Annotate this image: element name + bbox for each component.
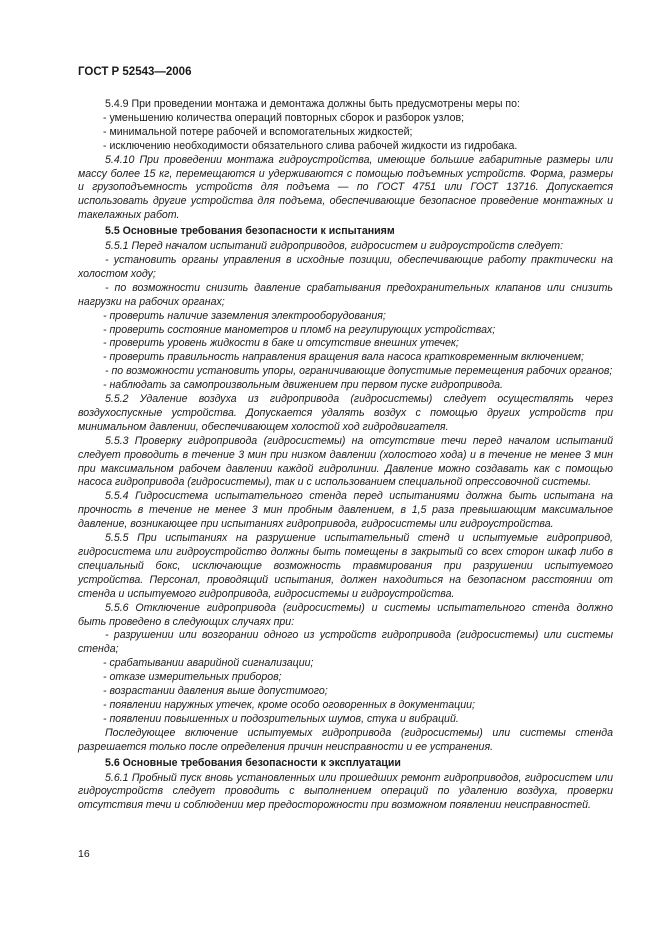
document-body (78, 98, 613, 813)
paragraph: - появлении наружных утечек, кроме особо оговоренных в документации; (103, 698, 475, 711)
paragraph: 5.5.5 При испытаниях на разрушение испытательный стенд и испытуемые гидропривод, гидросистема или гидроустройство должны быть помещены в закрытый со всех сторон шкаф либо в специальный бокс, исключающие возможность травмирования при разрушении испытуемого устройства. Персонал, проводящий испытания, должен находиться на безопасном расстоянии от стенда и испытуемого гидропривода, гидросистемы и гидроустройства. (78, 532, 613, 600)
paragraph: - появлении повышенных и подозрительных шумов, стука и вибраций. (103, 712, 459, 725)
paragraph: - возрастании давления выше допустимого; (103, 685, 328, 698)
paragraph: - минимальной потере рабочей и вспомогательных жидкостей; (103, 125, 413, 138)
paragraph: 5.4.9 При проведении монтажа и демонтажа должны быть предусмотрены меры по: (105, 98, 520, 110)
paragraph: - отказе измерительных приборов; (103, 671, 282, 684)
paragraph: 5.4.10 При проведении монтажа гидроустройства, имеющие большие габаритные размеры или массу более 15 кг, перемещаются и удерживаются с помощью подъемных устройств. Форма, размеры и грузоподъемность устройств для подъема — по ГОСТ 4751 или ГОСТ 13716. Допускается использовать другие устройства для подъема, обеспечивающие безопасное проведение монтажных и такелажных работ. (78, 153, 613, 222)
paragraph: - по возможности установить упоры, ограничивающие допустимые перемещения рабочих органов; (105, 365, 613, 378)
paragraph: - уменьшению количества операций повторных сборок и разборок узлов; (103, 111, 465, 124)
section-heading: 5.5 Основные требования безопасности к испытаниям (105, 225, 395, 238)
section-heading: 5.6 Основные требования безопасности к эксплуатации (105, 756, 401, 769)
paragraph: - проверить правильность направления вращения вала насоса кратковременным включением; (103, 351, 584, 364)
paragraph: 5.5.4 Гидросистема испытательного стенда перед испытаниями должна быть испытана на прочность в течение не менее 3 мин пробным давлением, в 1,5 раза превышающим максимальное давление, возникающее при испытаниях гидропривода, гидросистемы или гидроустройства. (78, 490, 613, 531)
paragraph: 5.5.2 Удаление воздуха из гидропривода (гидросистемы) следует осуществлять через воздухоспускные устройства. Допускается удалять воздух с помощью других устройств при минимальном давлении, обеспечивающем холостой ход гидродвигателя. (78, 393, 613, 433)
document-header: ГОСТ Р 52543—2006 (78, 66, 192, 78)
paragraph: - проверить уровень жидкости в баке и отсутствие внешних утечек; (103, 337, 459, 350)
paragraph: Последующее включение испытуемых гидропривода (гидросистемы) или системы стенда разрешается только после определения причин неисправности и ее устранения. (78, 726, 613, 753)
paragraph: - проверить наличие заземления электрооборудования; (103, 309, 386, 322)
paragraph: 5.6.1 Пробный пуск вновь установленных или прошедших ремонт гидроприводов, гидросистем или гидроустройств следует проводить с выполнением операций по удалению воздуха, проверки отсутствия течи и соблюдении мер предосторожности при возможном появлении неисправностей. (78, 771, 613, 812)
paragraph: - по возможности снизить давление срабатывания предохранительных клапанов или снизить нагрузки на рабочих органах; (78, 281, 613, 308)
paragraph: - наблюдать за самопроизвольным движением при первом пуске гидропривода. (103, 379, 503, 392)
paragraph: - установить органы управления в исходные позиции, обеспечивающие работу практически на холостом ходу; (78, 253, 613, 280)
paragraph: 5.5.3 Проверку гидропривода (гидросистемы) на отсутствие течи перед началом испытаний следует проводить в течение 3 мин при низком давлении (холостого хода) и в течение не менее 3 мин при максимальном рабочем давлении каждой гидролинии. Давление можно создавать как с помощью насоса гидропривода (гидросистемы), так и с использованием специальной опрессовочной системы. (78, 434, 613, 489)
paragraph: - разрушении или возгорании одного из устройств гидропривода (гидросистемы) или системы стенда; (78, 629, 613, 656)
paragraph: - исключению необходимости обязательного слива рабочей жидкости из гидробака. (103, 139, 518, 152)
page-number: 16 (78, 848, 90, 860)
paragraph: 5.5.1 Перед началом испытаний гидроприводов, гидросистем и гидроустройств следует: (105, 240, 564, 253)
paragraph: 5.5.6 Отключение гидропривода (гидросистемы) и системы испытательного стенда должно быть проведено в следующих случаях при: (78, 601, 613, 628)
paragraph: - срабатывании аварийной сигнализации; (103, 657, 314, 670)
paragraph: - проверить состояние манометров и пломб на регулирующих устройствах; (103, 323, 496, 336)
